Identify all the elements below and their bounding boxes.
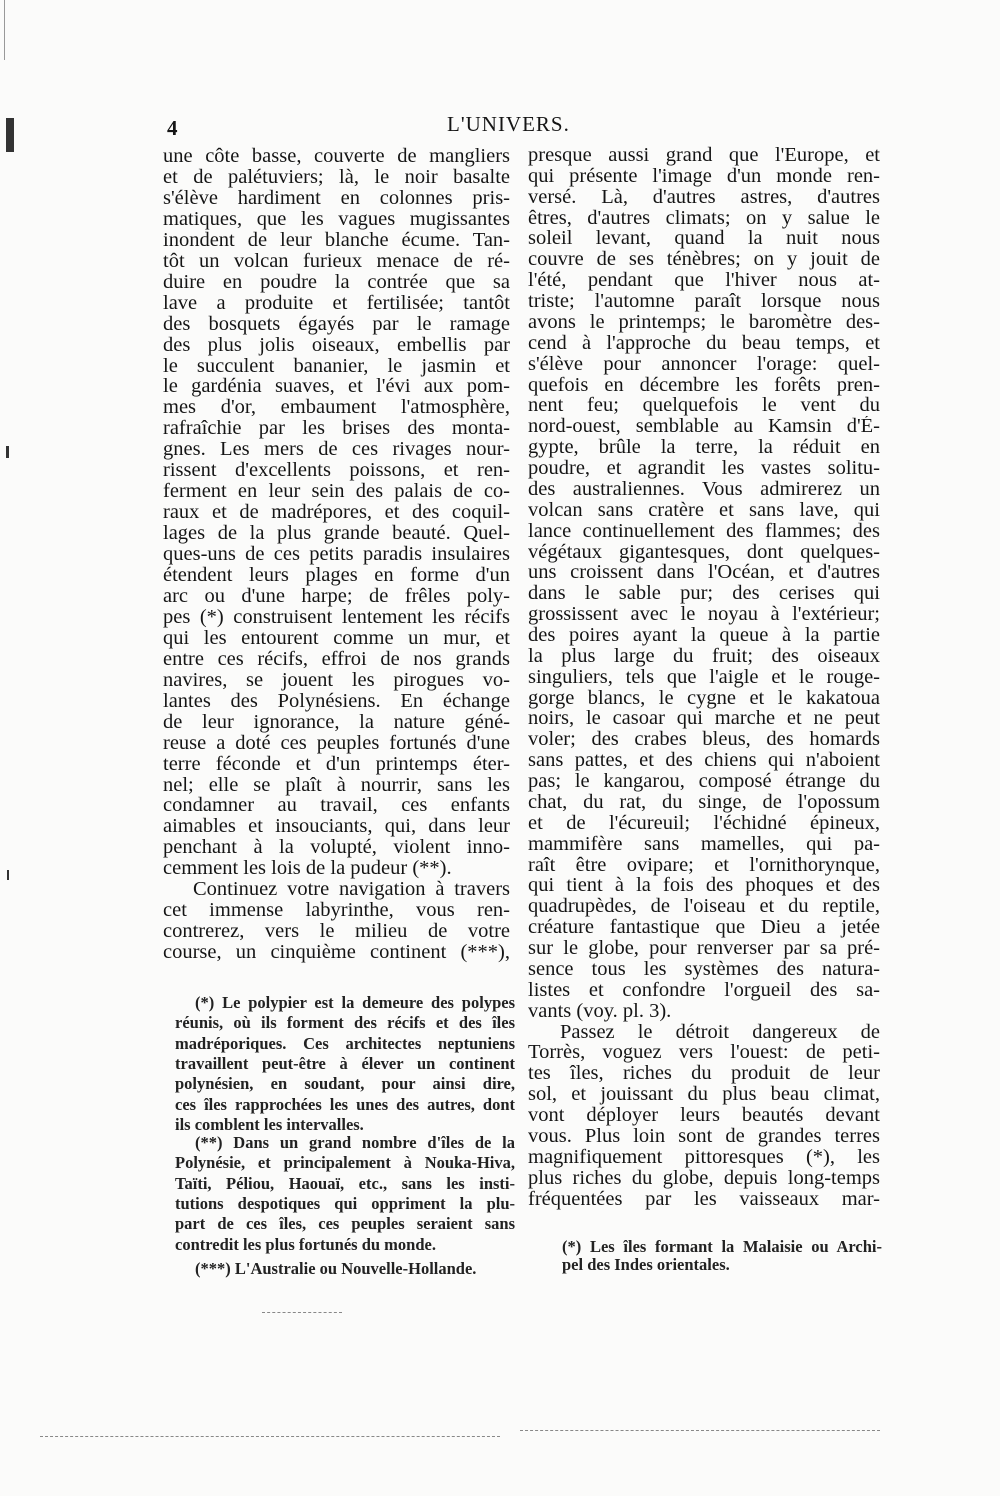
footnote-line: pel des Indes orientales. (562, 1255, 730, 1274)
text-line: s'élève pour annoncer l'orage: quel- (528, 353, 880, 375)
text-line: dans le sable pur; des cerises qui (528, 583, 880, 605)
page-number: 4 (167, 116, 179, 140)
footnote-line: part de ces îles, ces peuples seraient sans (175, 1214, 515, 1234)
text-line: noirs, le casoar qui marche et ne peut (528, 708, 880, 730)
text-line: fréquentées par les vaisseaux mar- (528, 1188, 880, 1210)
text-line: cemment les lois de la pudeur (**). (163, 858, 452, 880)
text-line: duire en poudre la contrée que sa (163, 271, 510, 293)
text-line: matiques, que les vagues mugissantes (163, 208, 510, 230)
text-line: sur le globe, pour renverser par sa pré- (528, 938, 880, 960)
text-line: rafraîchie par les brises des monta- (163, 418, 510, 440)
footnote-line: Polynésie, et principalement à Nouka-Hiva, (175, 1153, 515, 1173)
text-line: raux et de madrépores, et des coquil- (163, 502, 510, 524)
text-line: ferment en leur sein des palais de co- (163, 481, 510, 503)
text-line: rissent d'excellents poissons, et ren- (163, 460, 510, 482)
text-line: vont déployer leurs beautés devant (528, 1105, 880, 1127)
text-line: soleil levant, quand la nuit nous (528, 228, 880, 250)
text-line: pas; le kangarou, composé étrange du (528, 771, 880, 793)
text-line: lages de la plus grande beauté. Quel- (163, 523, 510, 545)
text-line: nent feu; quelquefois le vent du (528, 395, 880, 417)
text-line: végétaux gigantesques, dont quelques- (528, 541, 880, 563)
text-line: l'été, pendant que l'hiver nous at- (528, 270, 880, 292)
text-line: presque aussi grand que l'Europe, et (528, 145, 880, 166)
text-line: nord-ouest, semblable au Kamsin d'É- (528, 416, 880, 438)
running-title: L'UNIVERS. (447, 112, 570, 136)
text-line: singuliers, tels que l'aigle et le rouge- (528, 666, 880, 688)
text-line: Torrès, voguez vers l'ouest: de peti- (528, 1042, 880, 1064)
text-line: mammifère sans mamelles, qui pa- (528, 833, 880, 855)
text-line: qui présente l'image d'un monde ren- (528, 165, 880, 187)
text-line: gnes. Les mers de ces rivages nour- (163, 439, 510, 461)
text-line: Continuez votre navigation à travers (193, 879, 510, 901)
text-line: de leur ignorance, la nature géné- (163, 711, 510, 733)
text-line: Passez le détroit dangereux de (560, 1021, 880, 1043)
text-line: étendent leurs plages en forme d'un (163, 565, 510, 586)
text-line: des bosquets égayés par le ramage (163, 313, 510, 335)
text-line: terre féconde et d'un printemps éter- (163, 753, 510, 775)
text-line: vous. Plus loin sont de grandes terres (528, 1125, 880, 1147)
text-line: avons le printemps; le baromètre des- (528, 311, 880, 333)
footnote-line: ces îles rapprochées les unes des autres, dont (175, 1094, 515, 1114)
footnote-line: (*) Le polypier est la demeure des polypes (195, 993, 515, 1012)
text-line: ques-uns de ces petits paradis insulaires (163, 544, 510, 566)
text-line: et de palétuviers; là, le noir basalte (163, 166, 510, 188)
text-line: aimables et insouciants, qui, dans leur (163, 816, 510, 838)
text-line: créature fantastique que Dieu a jetée (528, 917, 880, 939)
text-line: la plus large du fruit; des oiseaux (528, 645, 880, 667)
text-line: pes (*) construisent lentement les récifs (163, 606, 510, 628)
text-line: course, un cinquième continent (***), (163, 942, 510, 964)
scan-edge-mark (7, 870, 9, 880)
text-line: qui tient à la fois des phoques et des (528, 875, 880, 897)
footnote-line: tutions despotiques qui oppriment la plu- (175, 1193, 515, 1213)
footnote-line: ils comblent les intervalles. (175, 1114, 364, 1134)
footnote-line: (**) Dans un grand nombre d'îles de la (195, 1133, 515, 1152)
text-line: mes d'or, embaument l'atmosphère, (163, 397, 510, 419)
text-line: magnifiquement pittoresques (*), les (528, 1146, 880, 1168)
text-line: reuse a doté ces peuples fortunés d'une (163, 732, 510, 754)
footnote-line: (*) Les îles formant la Malaisie ou Archi- (562, 1237, 882, 1256)
text-line: êtres, d'autres climats; on y salue le (528, 207, 880, 229)
text-line: qui les entourent comme un mur, et (163, 627, 510, 649)
text-line: uns croissent dans l'Océan, et d'autres (528, 562, 880, 584)
text-line: une côte basse, couverte de mangliers (163, 146, 510, 167)
text-line: condamner au travail, ces enfants (163, 795, 510, 817)
text-line: des australiennes. Vous admirerez un (528, 478, 880, 500)
text-line: chat, du rat, du singe, de l'opossum (528, 791, 880, 813)
text-line: volcan sans cratère et sans lave, qui (528, 499, 880, 521)
text-line: quadrupèdes, de l'oiseau et du reptile, (528, 896, 880, 918)
text-line: tôt un volcan furieux menace de ré- (163, 250, 510, 272)
text-line: gypte, brûle la terre, la réduit en (528, 437, 880, 459)
footnote-line: polynésien, en soudant, pour ainsi dire, (175, 1074, 515, 1094)
text-line: sence tous les systèmes des natura- (528, 958, 880, 980)
footnote-line: réunis, où ils forment des récifs et des îles (175, 1013, 515, 1033)
scan-edge-mark (6, 446, 9, 458)
text-line: penchant à la volupté, violent inno- (163, 837, 510, 859)
text-line: arc ou d'une harpe; de frêles poly- (163, 585, 510, 607)
text-line: couvre de ses ténèbres; on y jouit de (528, 249, 880, 271)
text-line: gorge blancs, le cygne et le kakatoua (528, 687, 880, 709)
text-line: lave a produite et fertilisée; tantôt (163, 292, 510, 314)
text-line: et de l'écureuil; l'échidné épineux, (528, 812, 880, 834)
text-line: des plus jolis oiseaux, embellis par (163, 334, 510, 356)
footnote-line: madréporiques. Ces architectes neptuniens (175, 1033, 515, 1053)
scan-edge-mark (4, 0, 5, 60)
text-line: lance continuellement des flammes; des (528, 520, 880, 542)
text-line: des poires ayant la queue à la partie (528, 625, 880, 646)
text-line: cet immense labyrinthe, vous ren- (163, 900, 510, 922)
text-line: quefois en décembre les forêts pren- (528, 374, 880, 396)
text-line: raît être ovipare; et l'ornithorynque, (528, 854, 880, 876)
text-line: tes îles, riches du produit de leur (528, 1063, 880, 1085)
footnote-line: (***) L'Australie ou Nouvelle-Hollande. (195, 1259, 477, 1278)
text-line: poudre, et agrandit les vastes solitu- (528, 458, 880, 480)
scan-dash-line (262, 1312, 342, 1314)
footnote-line: travaillent peut-être à élever un continent (175, 1053, 515, 1073)
text-line: sans pattes, et des chiens qui n'aboient (528, 750, 880, 772)
text-line: cend à l'approche du beau temps, et (528, 332, 880, 354)
text-line: navires, se jouent les pirogues vo- (163, 669, 510, 691)
text-line: contrerez, vers le milieu de votre (163, 921, 510, 943)
text-line: sol, et jouissant du plus beau climat, (528, 1084, 880, 1106)
scan-dash-line (520, 1430, 880, 1432)
text-line: vants (voy. pl. 3). (528, 1000, 672, 1022)
text-line: plus riches du globe, depuis long-temps (528, 1167, 880, 1189)
footnote-line: contredit les plus fortunés du monde. (175, 1234, 436, 1254)
scan-edge-mark (6, 118, 14, 152)
text-line: le succulent bananier, le jasmin et (163, 355, 510, 377)
text-line: lantes des Polynésiens. En échange (163, 690, 510, 712)
footnote-line: Taïti, Péliou, Haouaï, etc., sans les insti- (175, 1173, 515, 1193)
text-line: voler; des crabes bleus, des homards (528, 729, 880, 751)
text-line: nel; elle se plaît à nourrir, sans les (163, 774, 510, 796)
text-line: inondent de leur blanche écume. Tan- (163, 229, 510, 251)
text-line: grossissent avec le noyau à l'extérieur; (528, 604, 880, 626)
text-line: triste; l'automne paraît lorsque nous (528, 291, 880, 313)
text-line: le gardénia suaves, et l'évi aux pom- (163, 376, 510, 398)
text-line: entre ces récifs, effroi de nos grands (163, 648, 510, 670)
text-line: versé. Là, d'autres astres, d'autres (528, 186, 880, 208)
text-line: listes et confondre l'orgueil des sa- (528, 979, 880, 1001)
text-line: s'élève hardiment en colonnes pris- (163, 187, 510, 209)
scan-dash-line (40, 1436, 500, 1438)
